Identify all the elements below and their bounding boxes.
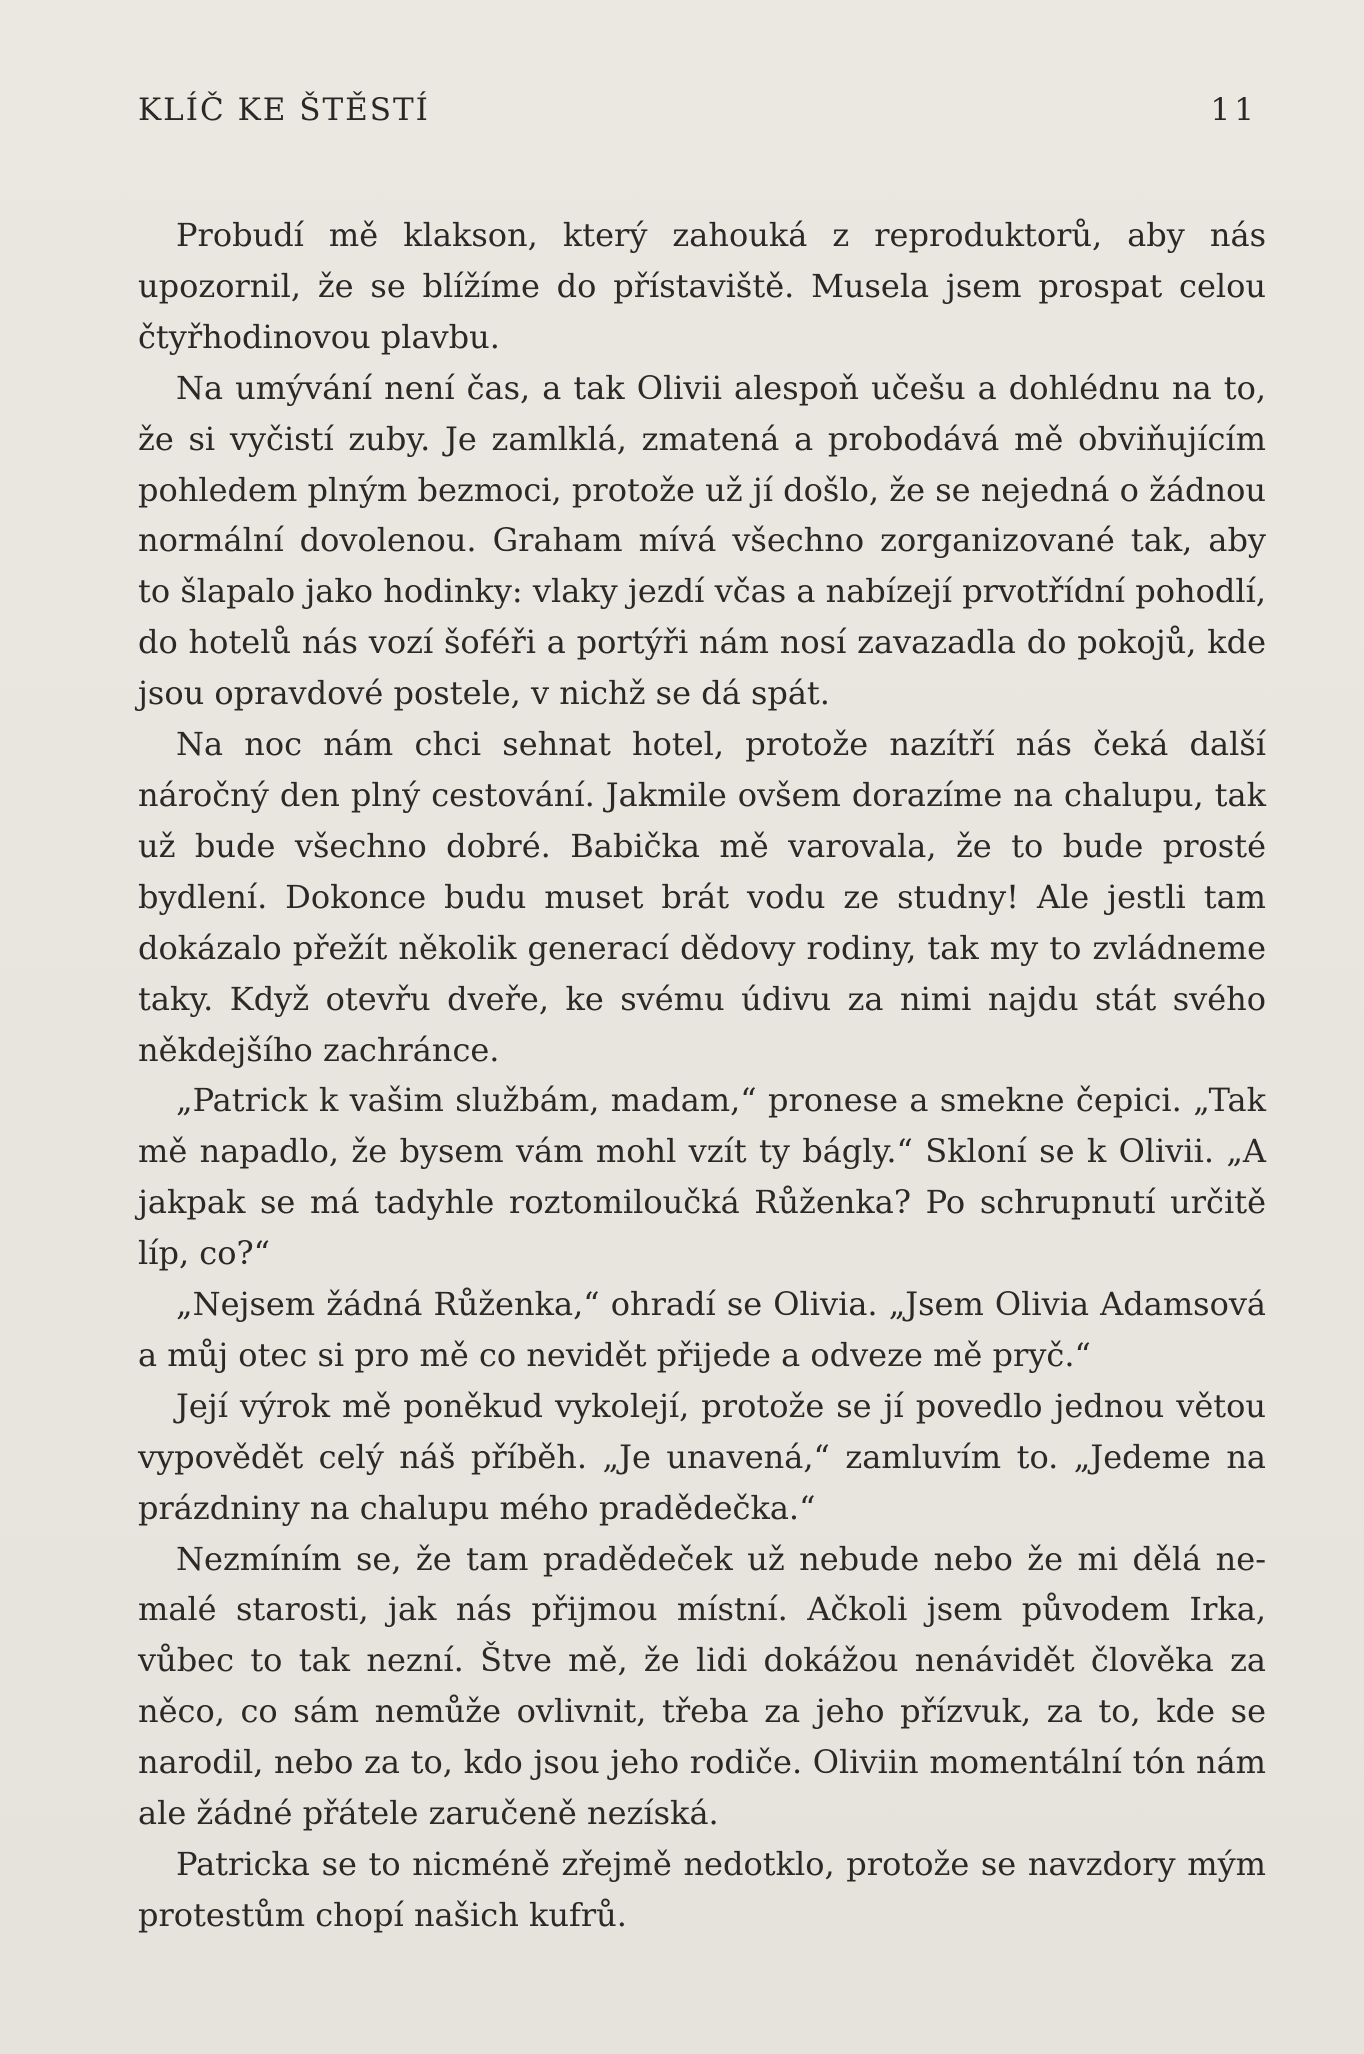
paragraph: Nezmíním se, že tam pradědeček už nebude nebo že mi dělá nemalé starosti, jak nás přijmou místní. Ačkoli jsem původem Irka, vůbec to tak nezní. Štve mě, že lidi dokážou nenávidět člověka za něco, co sám nemůže ovlivnit, třeba za jeho přízvuk, za to, kde se narodil, nebo za to, kdo jsou jeho rodiče. Oliviin momentální tón nám ale žádné přátele zaručeně nezíská. (138, 1539, 1266, 1833)
paragraph: Na noc nám chci sehnat hotel, protože nazítří nás čeká další náročný den plný cestování. Jakmile ovšem dorazíme na chalupu, tak už bude všechno dobré. Babička mě varovala, že to bude prosté bydlení. Dokonce budu muset brát vodu ze studny! Ale jestli tam dokázalo přežít několik generací dědovy rodiny, tak my to zvládneme taky. Když otevřu dveře, ke svému údivu za nimi najdu stát svého někdejšího zachránce. (138, 725, 1266, 1069)
paragraph: Probudí mě klakson, který zahouká z reproduktorů, aby nás upozornil, že se blížíme do přístaviště. Musela jsem prospat celou čtyřhodinovou plavbu. (138, 216, 1266, 356)
paragraph: Její výrok mě poněkud vykolejí, protože se jí povedlo jednou větou vypovědět celý náš příběh. „Je unavená,“ zamluvím to. „Jedeme na prázdniny na chalupu mého pradědečka.“ (138, 1386, 1266, 1527)
paragraph: „Patrick k vašim službám, madam,“ pronese a smekne čepici. „Tak mě napadlo, že bysem vám mohl vzít ty bágly.“ Skloní se k Olivii. „A jakpak se má tadyhle roztomiloučká Růženka? Po schrupnutí určitě líp, co?“ (138, 1081, 1266, 1273)
paragraph: Patricka se to nicméně zřejmě nedotklo, protože se navzdory mým protestům chopí našich kufrů. (138, 1845, 1266, 1934)
paragraph: „Nejsem žádná Růženka,“ ohradí se Olivia. „Jsem Olivia Adamsová a můj otec si pro mě co nevidět přijede a odveze mě pryč.“ (138, 1285, 1266, 1374)
running-head (138, 92, 1258, 142)
page-number: 11 (1210, 92, 1258, 128)
running-title: KLÍČ KE ŠTĚSTÍ (138, 92, 430, 128)
body-text (138, 210, 1266, 1941)
paragraph: Na umývání není čas, a tak Olivii alespoň učešu a dohlédnu na to, že si vyčistí zuby. Je zamlklá, zmatená a probodává mě obviňujícím pohledem plným bezmoci, protože už jí došlo, že se nejedná o žádnou normální dovolenou. Graham mívá všechno zorganizované tak, aby to šlapalo jako hodinky: vlaky jezdí včas a nabízejí prvotřídní pohodlí, do hotelů nás vozí šoféři a portýři nám nosí zavazadla do pokojů, kde jsou opravdové postele, v nichž se dá spát. (138, 368, 1266, 713)
